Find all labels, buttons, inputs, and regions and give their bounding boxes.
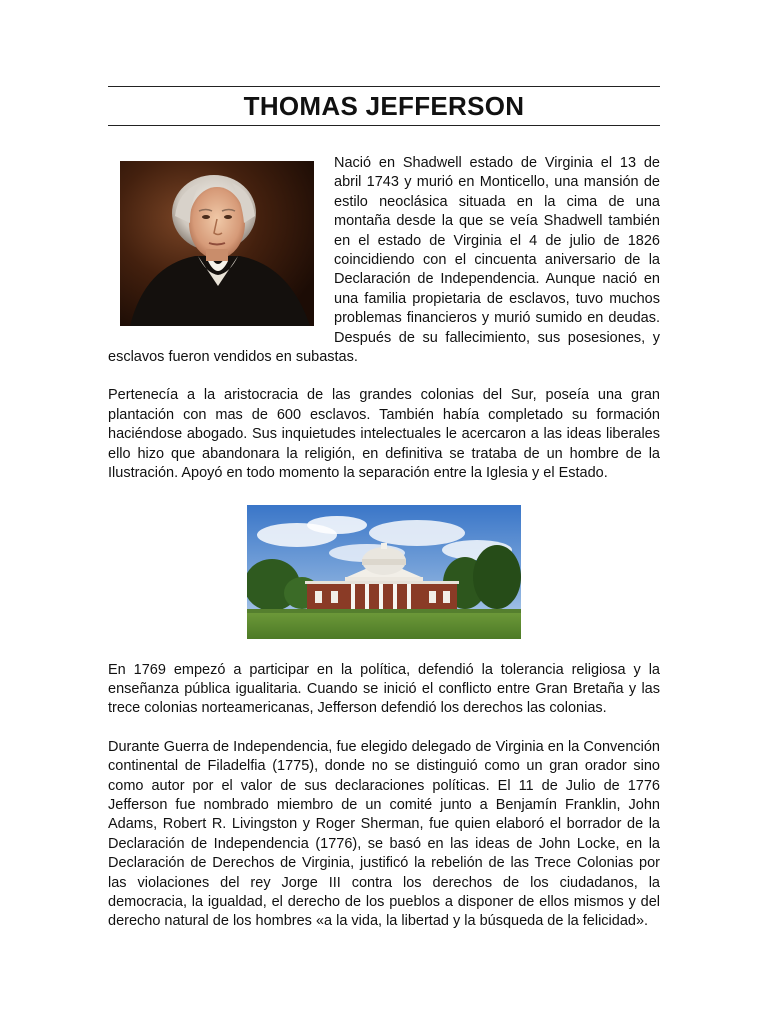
- section-intro: [108, 154, 660, 367]
- title-box: [108, 86, 660, 126]
- paragraph-intro: Nació en Shadwell estado de Virginia el 13 de abril 1743 y murió en Monticello, una mansión de estilo neoclásica situada en la cima de una montaña desde la que se veía Shadwell también en el estado de Virginia el 4 de julio de 1826 coincidiendo con el cincuenta aniversario de la Declaración de Independencia. Aunque nació en una familia propietaria de esclavos, tuvo muchos problemas financieros y murió sumido en deudas. Después de su fallecimiento, sus posesiones, y esclavos fueron vendidos en subastas.: [108, 155, 660, 366]
- monticello-image: [247, 505, 521, 639]
- paragraph-aristocracy: Pertenecía a la aristocracia de las grandes colonias del Sur, poseía una gran plantación con mas de 600 esclavos. También había completado su formación haciéndose abogado. Sus inquietudes intelectuales le acercaron a las ideas liberales ello hizo que abandonara la religión, en definitiva se trataba de un hombre de la Ilustración. Apoyó en todo momento la separación entre la Iglesia y el Estado.: [108, 387, 660, 482]
- portrait-image: [120, 161, 314, 326]
- page-title: THOMAS JEFFERSON: [243, 90, 525, 121]
- paragraph-politics: En 1769 empezó a participar en la política, defendió la tolerancia religiosa y la enseñanza pública igualitaria. Cuando se inició el conflicto entre Gran Bretaña y las trece colonias norteamericanas, Jefferson defendió los derechos las colonias.: [108, 661, 660, 717]
- paragraph-independence: Durante Guerra de Independencia, fue elegido delegado de Virginia en la Convención continental de Filadelfia (1775), donde no se distinguió como un gran orador sino como autor por el valor de sus declaraciones políticas. El 11 de Julio de 1776 Jefferson fue nombrado miembro de un comité junto a Benjamín Franklin, John Adams, Robert R. Livingston y Roger Sherman, fue quien elaboró el borrador de la Declaración de Independencia (1776), se basó en las ideas de John Locke, en la Declaración de Derechos de Virginia, justificó la rebelión de las Trece Colonias por las violaciones del rey Jorge III contra los derechos de los ciudadanos, la democracia, la igualdad, el derecho de los pueblos a disponer de ellos mismos y del derecho natural de los hombres «a la vida, la libertad y la búsqueda de la felicidad».: [108, 738, 660, 930]
- monticello-figure: [108, 505, 660, 639]
- document-page: [108, 86, 660, 932]
